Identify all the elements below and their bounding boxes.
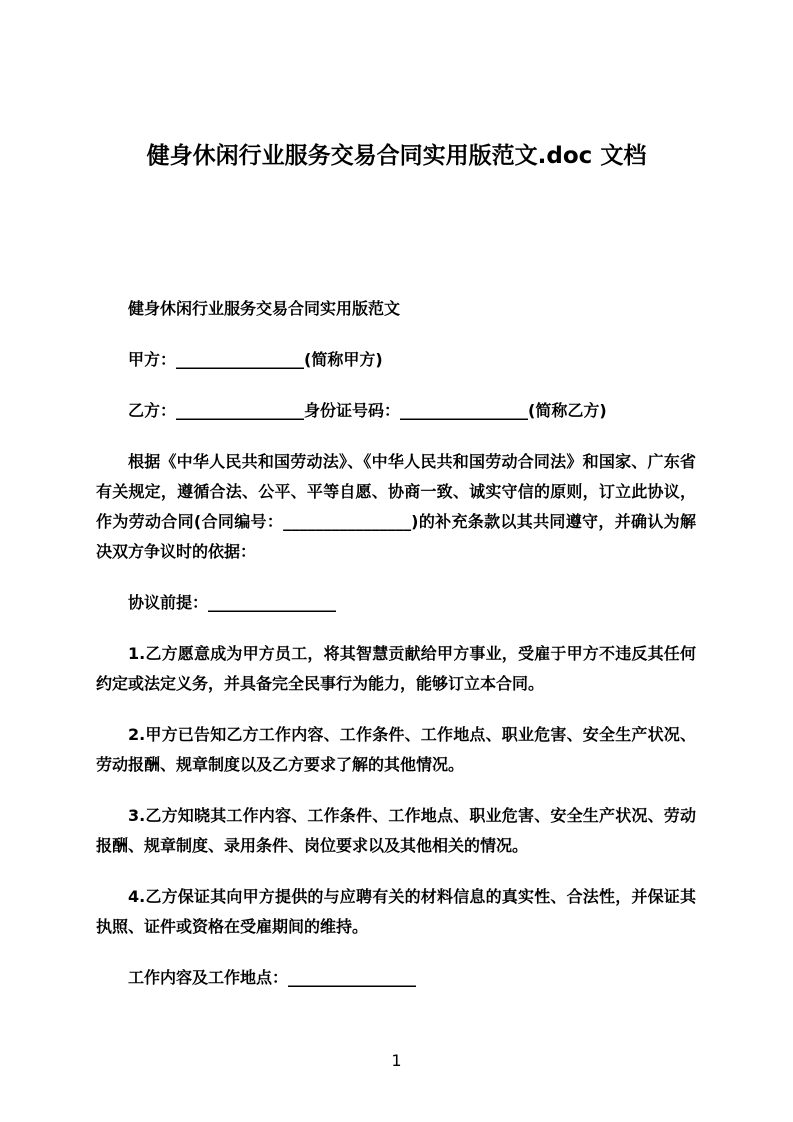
- paragraph-clause-3: 3.乙方知晓其工作内容、工作条件、工作地点、职业危害、安全生产状况、劳动报酬、规章制度、录用条件、岗位要求以及其他相关的情况。: [96, 806, 696, 855]
- paragraph-subtitle: 健身休闲行业服务交易合同实用版范文: [128, 299, 401, 318]
- document-body: [96, 294, 696, 993]
- paragraph-clause-2: 2.甲方已告知乙方工作内容、工作条件、工作地点、职业危害、安全生产状况、劳动报酬、规章制度以及乙方要求了解的其他情况。: [96, 725, 696, 774]
- document-title: 健身休闲行业服务交易合同实用版范文.doc 文档: [146, 143, 647, 169]
- paragraph-party-b: 乙方：________________身份证号码：________________(简称乙方): [128, 401, 607, 420]
- paragraph-clause-1: 1.乙方愿意成为甲方员工，将其智慧贡献给甲方事业，受雇于甲方不违反其任何约定或法定义务，并具备完全民事行为能力，能够订立本合同。: [96, 644, 696, 693]
- paragraph-work-location: 工作内容及工作地点：________________: [128, 968, 417, 987]
- paragraph-party-a: 甲方：________________(简称甲方): [128, 350, 383, 369]
- paragraph-clause-4: 4.乙方保证其向甲方提供的与应聘有关的材料信息的真实性、合法性，并保证其执照、证件或资格在受雇期间的维持。: [96, 887, 696, 936]
- paragraph-preamble: 根据《中华人民共和国劳动法》、《中华人民共和国劳动合同法》和国家、广东省有关规定，遵循合法、公平、平等自愿、协商一致、诚实守信的原则，订立此协议，作为劳动合同(合同编号：________________)的补充条款以其共同遵守，并确认为解决双方争议时的依据：: [96, 452, 696, 561]
- paragraph-premise: 协议前提：________________: [128, 593, 337, 612]
- page-number: 1: [391, 1051, 402, 1070]
